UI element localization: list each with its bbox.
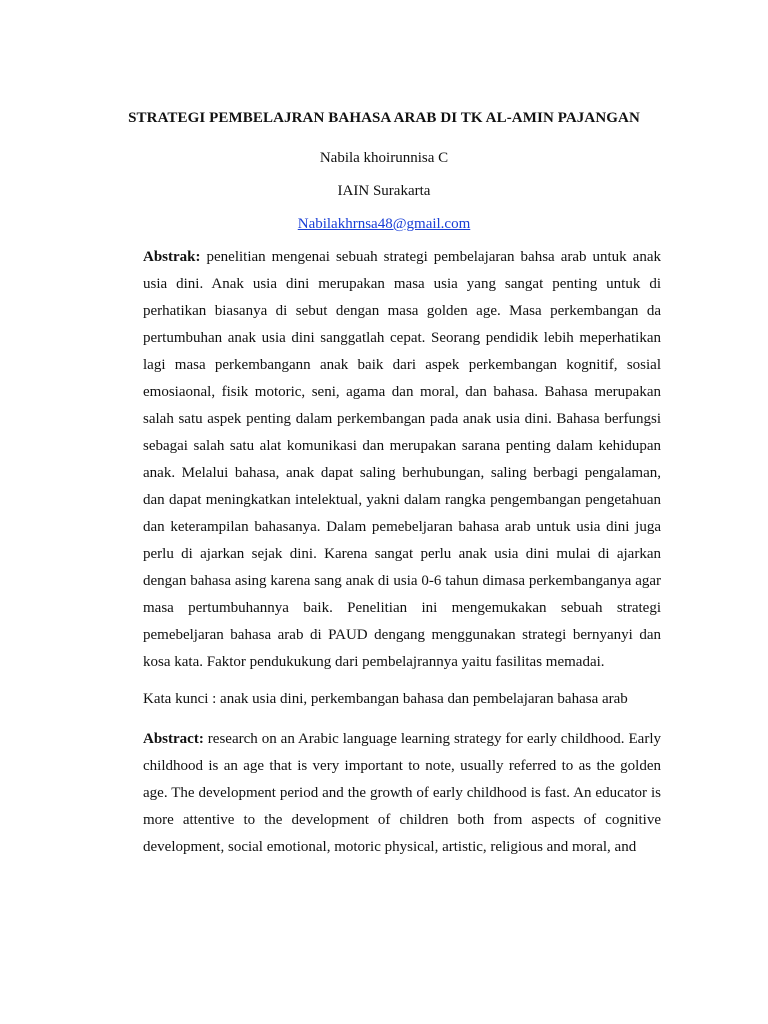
abstract-en-paragraph	[143, 726, 661, 861]
email-link[interactable]: Nabilakhrnsa48@gmail.com	[297, 216, 471, 232]
author-name: Nabila khoirunnisa C	[319, 150, 449, 166]
keywords-line: Kata kunci : anak usia dini, perkembangan bahasa dan pembelajaran bahasa arab	[143, 691, 628, 707]
paper-title: STRATEGI PEMBELAJRAN BAHASA ARAB DI TK AL-AMIN PAJANGAN	[128, 110, 640, 126]
abstrak-paragraph	[143, 244, 661, 676]
institution: IAIN Surakarta	[337, 183, 431, 199]
email-line	[0, 216, 768, 233]
abstract-en-label: Abstract:	[143, 731, 204, 747]
abstrak-text: penelitian mengenai sebuah strategi pembelajaran bahsa arab untuk anak usia dini. Anak usia dini merupakan masa usia yang sangat penting untuk di perhatikan biasanya di sebut dengan masa golden age. Masa perkembangan da pertumbuhan anak usia dini sanggatlah cepat. Seorang pendidik lebih meperhatikan lagi masa perkembangann anak baik dari aspek perkembangan kognitif, sosial emosiaonal, fisik motoric, seni, agama dan moral, dan bahasa. Bahasa merupakan salah satu aspek penting dalam perkembangan pada anak usia dini. Bahasa berfungsi sebagai salah satu alat komunikasi dan merupakan sarana penting dalam kehidupan anak. Melalui bahasa, anak dapat saling berhubungan, saling berbagi pengalaman, dan dapat meningkatkan intelektual, yakni dalam rangka pengembangan pengetahuan dan keterampilan bahasanya. Dalam pemebeljaran bahasa arab untuk usia dini juga perlu di ajarkan sejak dini. Karena sangat perlu anak usia dini mulai di ajarkan dengan bahasa asing karena sang anak di usia 0-6 tahun dimasa perkembanganya agar masa pertumbuhannya baik. Penelitian ini mengemukakan sebuah strategi pemebeljaran bahasa arab di PAUD dengang menggunakan strategi bernyanyi dan kosa kata. Faktor pendukukung dari pembelajrannya yaitu fasilitas memadai.	[143, 249, 661, 670]
abstract-en-text: research on an Arabic language learning strategy for early childhood. Early childhood is an age that is very important to note, usually referred to as the golden age. The development period and the growth of early childhood is fast. An educator is more attentive to the development of children both from aspects of cognitive development, social emotional, motoric physical, artistic, religious and moral, and	[143, 731, 661, 855]
abstrak-label: Abstrak:	[143, 249, 201, 265]
